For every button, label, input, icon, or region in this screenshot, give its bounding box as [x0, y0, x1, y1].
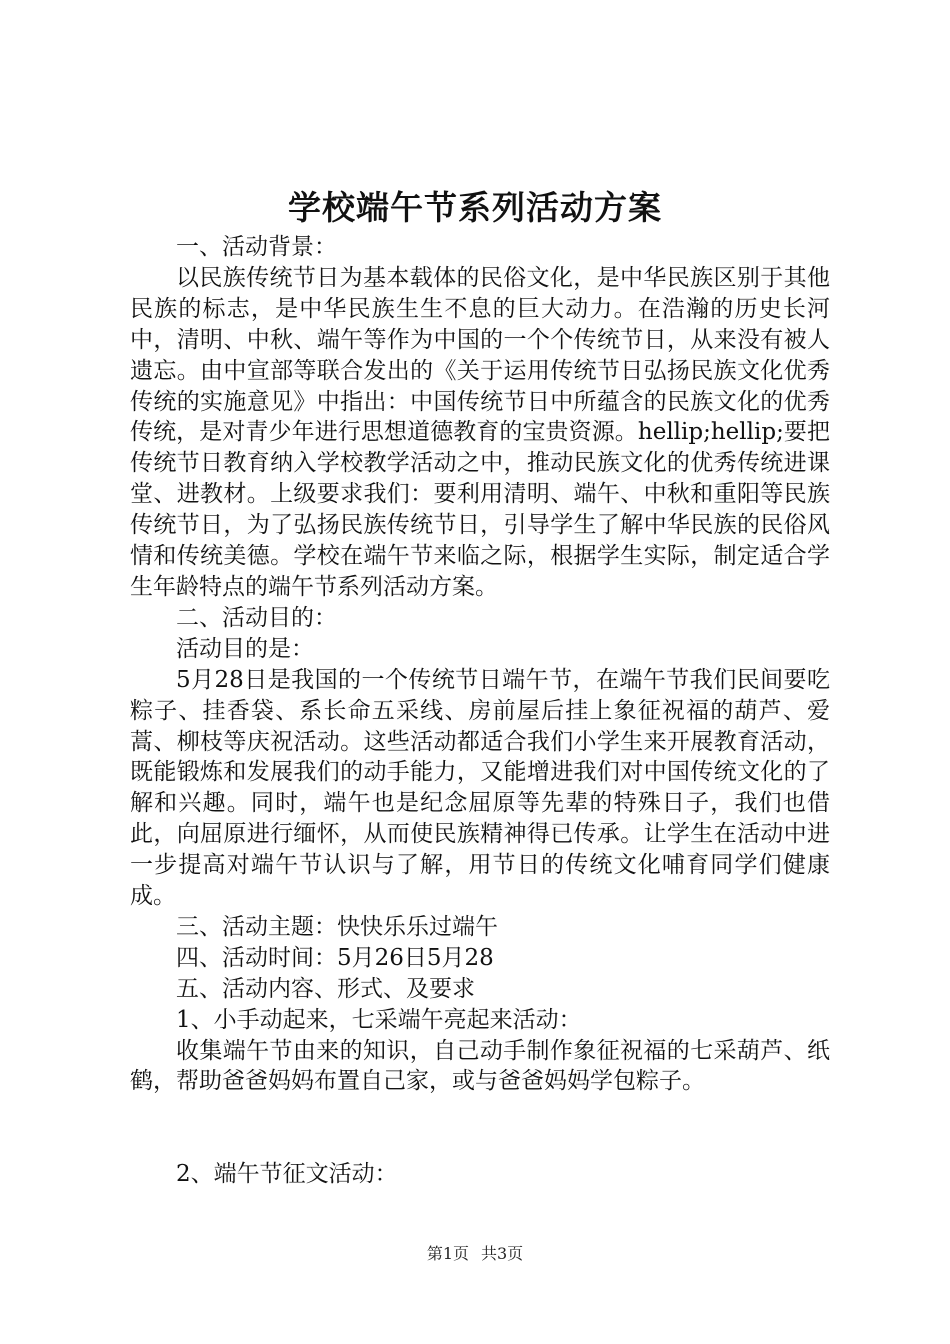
section-heading-time: 四、活动时间：5月26日5月28 — [176, 944, 494, 971]
page-footer — [0, 1244, 950, 1264]
paragraph-spacer — [130, 1097, 830, 1159]
paragraph-item-1: 收集端午节由来的知识，自己动手制作象征祝福的七采葫芦、纸鹤，帮助爸爸妈妈布置自己家，或与爸爸妈妈学包粽子。 — [130, 1037, 830, 1095]
item-heading-1: 1、小手动起来，七采端午亮起来活动： — [176, 1006, 582, 1033]
section-heading-background: 一、活动背景： — [176, 234, 337, 260]
paragraph-purpose: 5月28日是我国的一个传统节日端午节，在端午节我们民间要吃粽子、挂香袋、系长命五采线、房前屋后挂上象征祝福的葫芦、爱蒿、柳枝等庆祝活动。这些活动都适合我们小学生来开展教育活动，既能锻炼和发展我们的动手能力，又能增进我们对中国传统文化的了解和兴趣。同时，端午也是纪念屈原等先辈的特殊日子，我们也借此，向屈原进行缅怀，从而使民族精神得已传承。让学生在活动中进一步提高对端午节认识与了解，用节日的传统文化哺育同学们健康成。 — [130, 666, 830, 910]
paragraph-background: 以民族传统节日为基本载体的民俗文化，是中华民族区别于其他民族的标志，是中华民族生生不息的巨大动力。在浩瀚的历史长河中，清明、中秋、端午等作为中国的一个个传统节日，从来没有被人遗忘。由中宣部等联合发出的《关于运用传统节日弘扬民族文化优秀传统的实施意见》中指出：中国传统节日中所蕴含的民族文化的优秀传统，是对青少年进行思想道德教育的宝贵资源。hellip;hellip;要把传统节日教育纳入学校教学活动之中，推动民族文化的优秀传统进课堂、进教材。上级要求我们：要利用清明、端午、中秋和重阳等民族传统节日，为了弘扬民族传统节日，引导学生了解中华民族的民俗风情和传统美德。学校在端午节来临之际，根据学生实际，制定适合学生年龄特点的端午节系列活动方案。 — [130, 264, 830, 600]
document-title: 学校端午节系列活动方案 — [288, 188, 662, 227]
item-heading-2: 2、端午节征文活动： — [176, 1161, 398, 1188]
page-total: 共3页 — [481, 1244, 524, 1263]
document-body — [130, 232, 830, 1190]
section-heading-content: 五、活动内容、形式、及要求 — [176, 975, 475, 1002]
section-heading-theme: 三、活动主题：快快乐乐过端午 — [176, 913, 498, 940]
purpose-lead: 活动目的是： — [176, 635, 314, 662]
page-number: 第1页 — [426, 1244, 469, 1263]
section-heading-purpose: 二、活动目的： — [176, 604, 337, 631]
